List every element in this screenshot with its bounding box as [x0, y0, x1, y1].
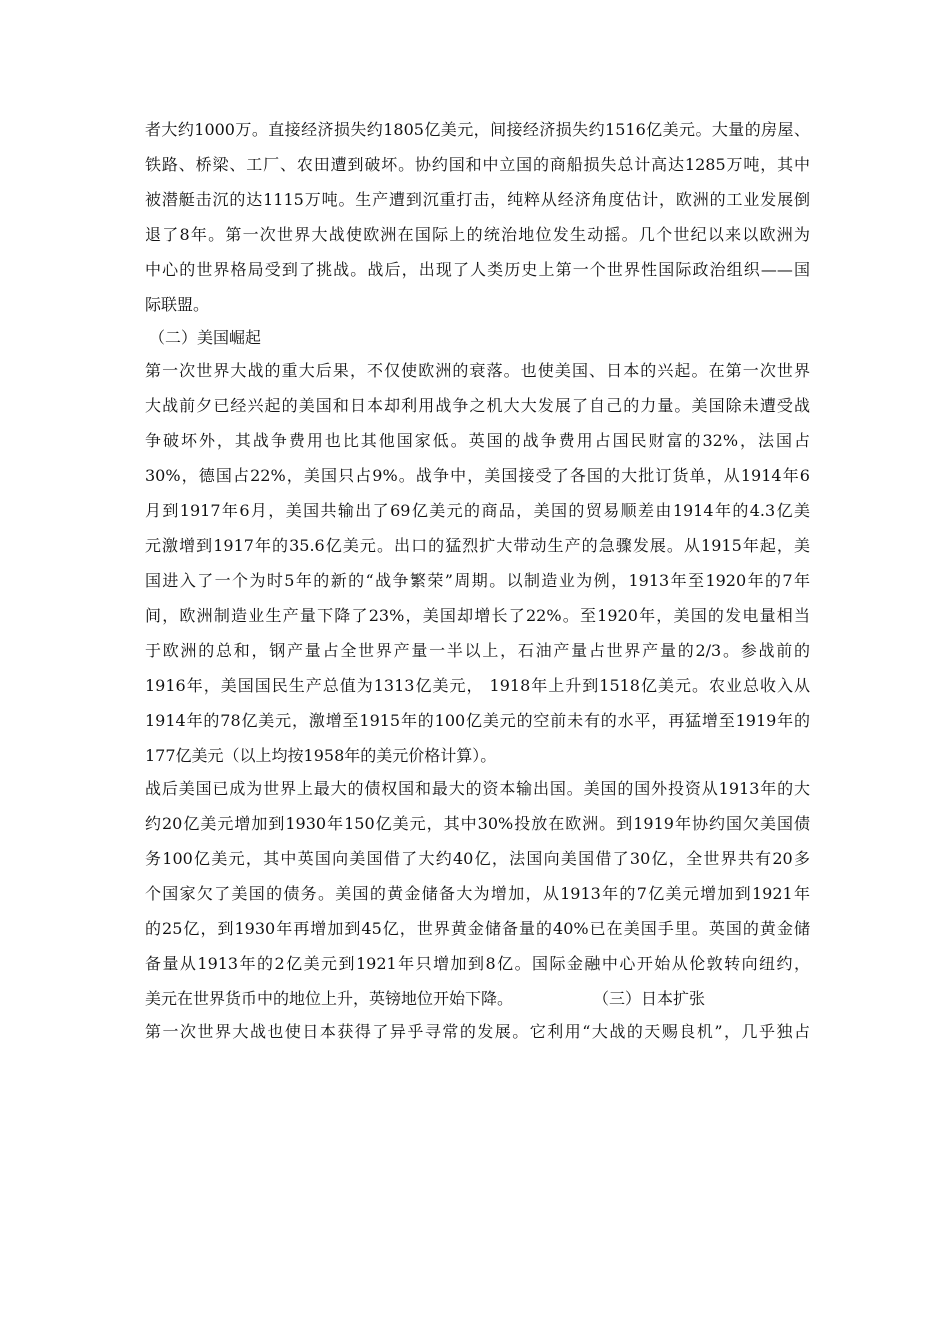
text-line: 大战前夕已经兴起的美国和日本却利用战争之机大大发展了自己的力量。美国除未遭受战 [145, 396, 810, 415]
section-heading-us-rise: （二）美国崛起 [149, 328, 262, 347]
text-line: 退了8年。第一次世界大战使欧洲在国际上的统治地位发生动摇。几个世纪以来以欧洲为 [145, 225, 810, 244]
text-line: 间，欧洲制造业生产量下降了23%，美国却增长了22%。至1920年，美国的发电量相当 [145, 606, 810, 625]
text-line: 际联盟。 [145, 295, 210, 314]
text-line: 月到1917年6月，美国共输出了69亿美元的商品，美国的贸易顺差由1914年的4.3亿美 [145, 501, 810, 520]
text-line: 第一次世界大战也使日本获得了异乎寻常的发展。它利用“大战的天赐良机”，几乎独占 [145, 1022, 810, 1041]
paragraph-us-creditor [145, 777, 810, 1020]
text-line: 30%，德国占22%，美国只占9%。战争中，美国接受了各国的大批订货单，从1914年6 [145, 466, 810, 485]
text-line: 务100亿美元，其中英国向美国借了大约40亿，法国向美国借了30亿，全世界共有20多 [145, 849, 810, 868]
document-page [145, 118, 810, 1055]
text-line-with-heading [145, 987, 810, 1020]
paragraph-japan-expansion [145, 1020, 810, 1055]
text-line: 1914年的78亿美元，激增至1915年的100亿美元的空前未有的水平，再猛增至1919年的 [145, 711, 810, 730]
paragraph-war-losses [145, 118, 810, 326]
text-line: 中心的世界格局受到了挑战。战后，出现了人类历史上第一个世界性国际政治组织——国 [145, 260, 810, 279]
text-line: 个国家欠了美国的债务。美国的黄金储备大为增加，从1913年的7亿美元增加到1921年 [145, 884, 810, 903]
section-heading-japan-expansion: （三）日本扩张 [593, 989, 706, 1008]
text-line: 战后美国已成为世界上最大的债权国和最大的资本输出国。美国的国外投资从1913年的大 [145, 779, 810, 798]
text-line: 争破坏外，其战争费用也比其他国家低。英国的战争费用占国民财富的32%，法国占 [145, 431, 810, 450]
paragraph-us-rise [145, 359, 810, 777]
text-line: 备量从1913年的2亿美元到1921年只增加到8亿。国际金融中心开始从伦敦转向纽约， [145, 954, 810, 973]
text-line: 元激增到1917年的35.6亿美元。出口的猛烈扩大带动生产的急骤发展。从1915年起，美 [145, 536, 810, 555]
text-line: 铁路、桥梁、工厂、农田遭到破坏。协约国和中立国的商船损失总计高达1285万吨，其中 [145, 155, 810, 174]
text-line: 者大约1000万。直接经济损失约1805亿美元，间接经济损失约1516亿美元。大量的房屋、 [145, 120, 810, 139]
text-line: 约20亿美元增加到1930年150亿美元，其中30%投放在欧洲。到1919年协约国欠美国债 [145, 814, 810, 833]
text-line: 177亿美元（以上均按1958年的美元价格计算）。 [145, 746, 497, 765]
text-line: 美元在世界货币中的地位上升，英镑地位开始下降。 [145, 989, 514, 1008]
text-line: 国进入了一个为时5年的新的“战争繁荣”周期。以制造业为例，1913年至1920年的7年 [145, 571, 810, 590]
text-line: 于欧洲的总和，钢产量占全世界产量一半以上，石油产量占世界产量的2/3。参战前的 [145, 641, 810, 660]
text-line: 1916年，美国国民生产总值为1313亿美元， 1918年上升到1518亿美元。农业总收入从 [145, 676, 810, 695]
text-line: 的25亿，到1930年再增加到45亿，世界黄金储备量的40%已在美国手里。英国的黄金储 [145, 919, 810, 938]
text-line: 被潜艇击沉的达1115万吨。生产遭到沉重打击，纯粹从经济角度估计，欧洲的工业发展倒 [145, 190, 810, 209]
text-line: 第一次世界大战的重大后果，不仅使欧洲的衰落。也使美国、日本的兴起。在第一次世界 [145, 361, 810, 380]
